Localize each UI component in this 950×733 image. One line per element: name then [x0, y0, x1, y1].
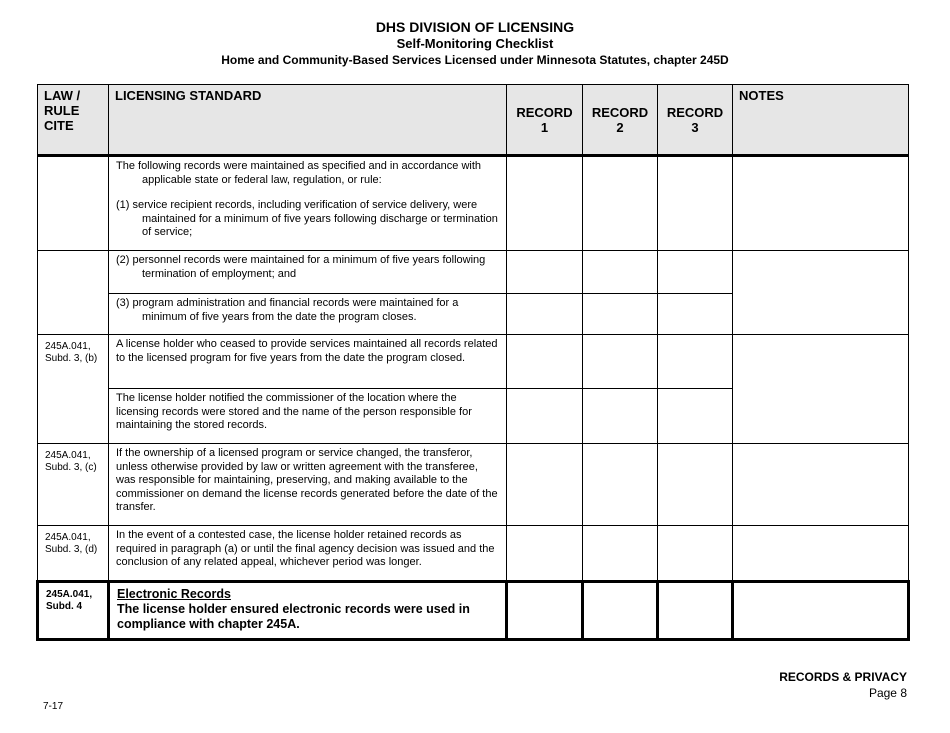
- table-header-row: [38, 85, 909, 156]
- record1-cell[interactable]: [507, 335, 583, 389]
- standard-text: A license holder who ceased to provide services maintained all records related to the licensed program for five years from the date the program closed.: [116, 338, 498, 364]
- standard-cell: [109, 294, 507, 335]
- standard-cell: [109, 156, 507, 251]
- record1-cell[interactable]: [507, 389, 583, 444]
- standard-cell: [109, 582, 507, 640]
- record3-cell[interactable]: [658, 389, 733, 444]
- record3-cell[interactable]: [658, 526, 733, 582]
- col-header-notes: [733, 85, 909, 156]
- col-header-record3: [658, 85, 733, 156]
- col-header-cite: [38, 85, 109, 156]
- record3-cell[interactable]: [658, 582, 733, 640]
- col-header-standard: [109, 85, 507, 156]
- record1-cell[interactable]: [507, 251, 583, 294]
- record1-cell[interactable]: [507, 526, 583, 582]
- version-date: 7-17: [43, 701, 64, 712]
- record2-cell[interactable]: [583, 526, 658, 582]
- col-header-record1-label: RECORD 1: [516, 105, 573, 135]
- document-subtitle: Self-Monitoring Checklist: [396, 36, 554, 51]
- table-row: [38, 335, 909, 389]
- notes-cell[interactable]: [733, 582, 909, 640]
- standard-intro: The following records were maintained as specified and in accordance with applicable state or federal law, regulation, or rule:: [116, 160, 482, 186]
- notes-cell[interactable]: [733, 444, 909, 526]
- col-header-cite-label: LAW / RULE CITE: [44, 88, 81, 133]
- standard-item-2: (2) personnel records were maintained for a minimum of five years following termination of employment; and: [116, 254, 486, 280]
- cite-text: 245A.041, Subd. 3, (b): [45, 341, 98, 364]
- document-scope: Home and Community-Based Services Licensed under Minnesota Statutes, chapter 245D: [221, 53, 729, 67]
- col-header-record2-label: RECORD 2: [591, 105, 649, 135]
- section-title: Electronic Records: [117, 587, 231, 601]
- record2-cell[interactable]: [583, 335, 658, 389]
- cite-cell: [38, 335, 109, 444]
- table-row: [38, 444, 909, 526]
- record3-cell[interactable]: [658, 294, 733, 335]
- standard-text: The license holder ensured electronic records were used in compliance with chapter 245A.: [117, 602, 470, 631]
- record3-cell[interactable]: [658, 444, 733, 526]
- standard-text: In the event of a contested case, the license holder retained records as required in paragraph (a) or until the final agency decision was issued and the conclusion of any related appeal, whichever period was longer.: [116, 529, 495, 568]
- record2-cell[interactable]: [583, 444, 658, 526]
- cite-text: 245A.041, Subd. 4: [46, 589, 93, 612]
- page-number: Page 8: [868, 686, 907, 700]
- record3-cell[interactable]: [658, 156, 733, 251]
- record3-cell[interactable]: [658, 335, 733, 389]
- document-title: DHS DIVISION OF LICENSING: [375, 19, 575, 35]
- standard-cell: [109, 526, 507, 582]
- standard-item-3: (3) program administration and financial records were maintained for a minimum of five years from the date the program closes.: [116, 297, 459, 323]
- record2-cell[interactable]: [583, 294, 658, 335]
- cite-cell: [38, 156, 109, 251]
- col-header-notes-label: NOTES: [739, 88, 784, 103]
- standard-cell: [109, 251, 507, 294]
- table-row: [38, 526, 909, 582]
- cite-text: 245A.041, Subd. 3, (d): [45, 532, 98, 555]
- record1-cell[interactable]: [507, 582, 583, 640]
- record2-cell[interactable]: [583, 389, 658, 444]
- record3-cell[interactable]: [658, 251, 733, 294]
- standard-text: The license holder notified the commissioner of the location where the licensing records were stored and the name of the person responsible for maintaining the stored records.: [116, 392, 472, 431]
- table-row: [38, 251, 909, 294]
- record1-cell[interactable]: [507, 294, 583, 335]
- col-header-record3-label: RECORD 3: [666, 105, 724, 135]
- cite-cell: [38, 582, 109, 640]
- standard-cell: [109, 389, 507, 444]
- standard-item-1: (1) service recipient records, including verification of service delivery, were maintained for a minimum of five years following discharge or termination of service;: [116, 199, 498, 238]
- cite-text: 245A.041, Subd. 3, (c): [45, 450, 97, 473]
- checklist-table: [36, 84, 910, 641]
- record1-cell[interactable]: [507, 156, 583, 251]
- notes-cell[interactable]: [733, 335, 909, 444]
- standard-text: If the ownership of a licensed program or service changed, the transferor, unless otherwise provided by law or written agreement with the transferee, was responsible for maintaining, preserving, and making available to the commissioner on demand the license records generated before the date of the transfer.: [116, 447, 498, 513]
- record1-cell[interactable]: [507, 444, 583, 526]
- record2-cell[interactable]: [583, 251, 658, 294]
- col-header-record2: [583, 85, 658, 156]
- col-header-standard-label: LICENSING STANDARD: [115, 88, 262, 103]
- table-row-electronic-records: [38, 582, 909, 640]
- table-row: [38, 156, 909, 251]
- cite-cell: [38, 444, 109, 526]
- record2-cell[interactable]: [583, 156, 658, 251]
- cite-cell: [38, 526, 109, 582]
- section-name: RECORDS & PRIVACY: [779, 670, 907, 684]
- record2-cell[interactable]: [583, 582, 658, 640]
- standard-cell: [109, 335, 507, 389]
- col-header-record1: [507, 85, 583, 156]
- cite-cell: [38, 251, 109, 335]
- notes-cell[interactable]: [733, 156, 909, 251]
- standard-cell: [109, 444, 507, 526]
- notes-cell[interactable]: [733, 526, 909, 582]
- notes-cell[interactable]: [733, 251, 909, 335]
